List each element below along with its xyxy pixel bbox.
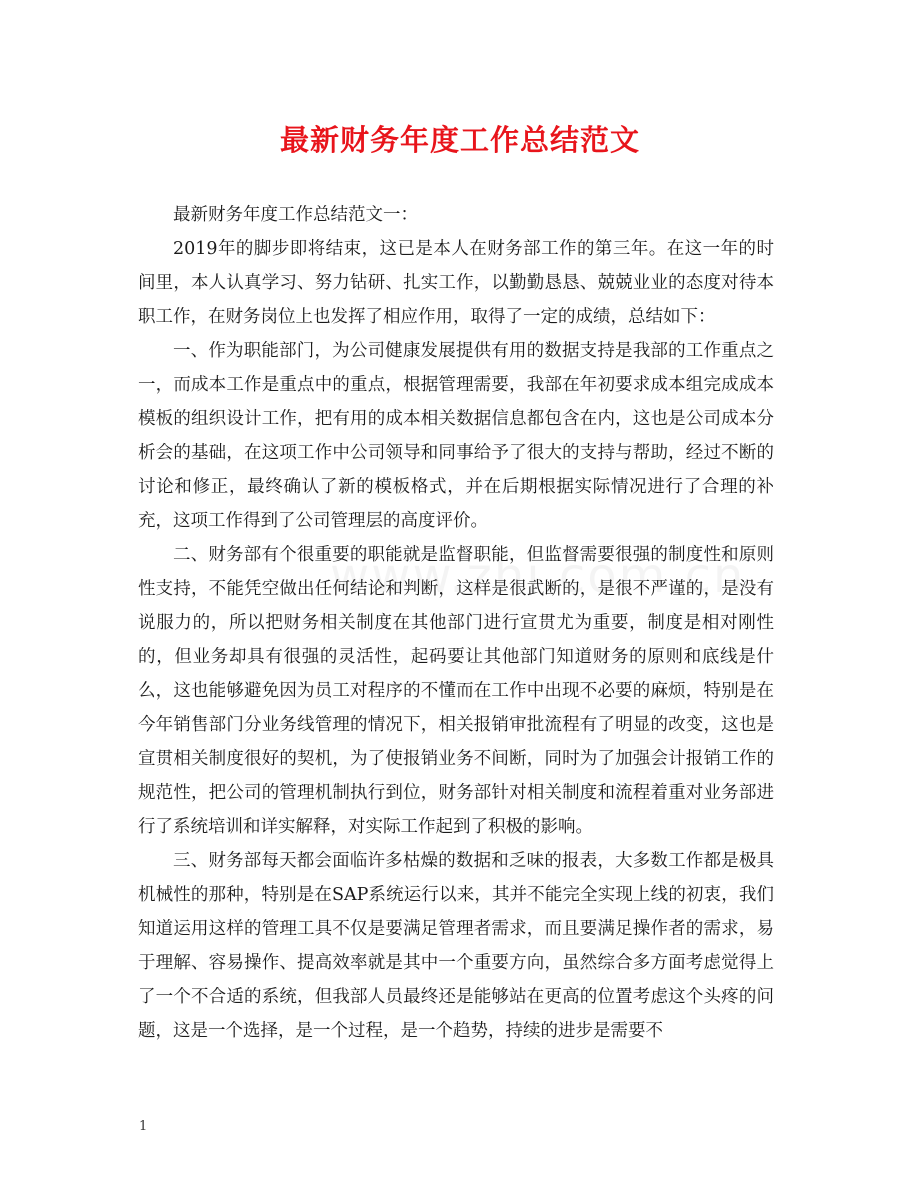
paragraph-heading: 最新财务年度工作总结范文一： bbox=[173, 205, 418, 225]
page-number: 1 bbox=[139, 1119, 148, 1134]
document-body bbox=[138, 198, 774, 1048]
paragraph-intro: 2019年的脚步即将结束，这已是本人在财务部工作的第三年。在这一年的时间里，本人认真学习、努力钻研、扎实工作，以勤勤恳恳、兢兢业业的态度对待本职工作，在财务岗位上也发挥了相应作用，取得了一定的成绩，总结如下： bbox=[138, 239, 774, 327]
paragraph-section-1: 一、作为职能部门，为公司健康发展提供有用的数据支持是我部的工作重点之一，而成本工作是重点中的重点，根据管理需要，我部在年初要求成本组完成成本模板的组织设计工作，把有用的成本相关数据信息都包含在内，这也是公司成本分析会的基础，在这项工作中公司领导和同事给予了很大的支持与帮助，经过不断的讨论和修正，最终确认了新的模板格式，并在后期根据实际情况进行了合理的补充，这项工作得到了公司管理层的高度评价。 bbox=[138, 341, 774, 531]
paragraph-section-3: 三、财务部每天都会面临许多枯燥的数据和乏味的报表，大多数工作都是极具机械性的那种，特别是在SAP系统运行以来，其并不能完全实现上线的初衷，我们知道运用这样的管理工具不仅是要满足管理者需求，而且要满足操作者的需求，易于理解、容易操作、提高效率就是其中一个重要方向，虽然综合多方面考虑觉得上了一个不合适的系统，但我部人员最终还是能够站在更高的位置考虑这个头疼的问题，这是一个选择，是一个过程，是一个趋势，持续的进步是需要不 bbox=[138, 851, 774, 1041]
paragraph-section-2: 二、财务部有个很重要的职能就是监督职能，但监督需要很强的制度性和原则性支持，不能凭空做出任何结论和判断，这样是很武断的，是很不严谨的，是没有说服力的，所以把财务相关制度在其他部门进行宣贯尤为重要，制度是相对刚性的，但业务却具有很强的灵活性，起码要让其他部门知道财务的原则和底线是什么，这也能够避免因为员工对程序的不懂而在工作中出现不必要的麻烦，特别是在今年销售部门分业务线管理的情况下，相关报销审批流程有了明显的改变，这也是宣贯相关制度很好的契机，为了使报销业务不间断，同时为了加强会计报销工作的规范性，把公司的管理机制执行到位，财务部针对相关制度和流程着重对业务部进行了系统培训和详实解释，对实际工作起到了积极的影响。 bbox=[138, 545, 774, 837]
document-title: 最新财务年度工作总结范文 bbox=[279, 123, 640, 157]
